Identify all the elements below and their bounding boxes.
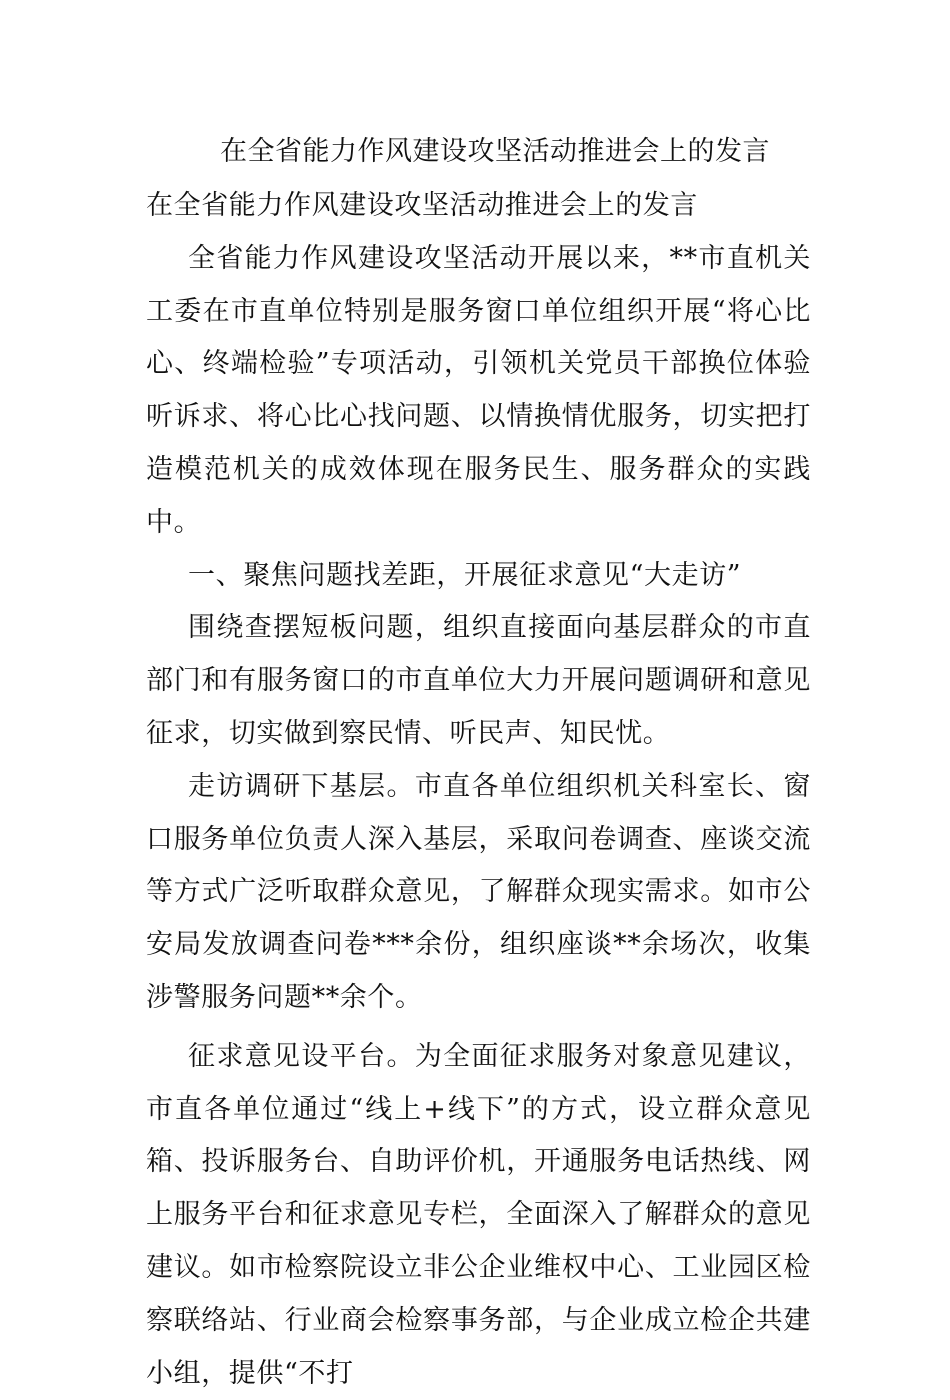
- section-heading-1: 一、聚焦问题找差距，开展征求意见“大走访”: [188, 559, 742, 591]
- document-title: 在全省能力作风建设攻坚活动推进会上的发言: [220, 136, 770, 167]
- paragraph-intro: 全省能力作风建设攻坚活动开展以来，**市直机关工委在市直单位特别是服务窗口单位组织开展“将心比心、终端检验”专项活动，引领机关党员干部换位体验听诉求、将心比心找问题、以情换情优服务，切实把打造模范机关的成效体现在服务民生、服务群众的实践中。: [146, 242, 811, 538]
- paragraph-feedback-platform: 征求意见设平台。为全面征求服务对象意见建议，市直各单位通过“线上+线下”的方式，设立群众意见箱、投诉服务台、自助评价机，开通服务电话热线、网上服务平台和征求意见专栏，全面深入了解群众的意见建议。如市检察院设立非公企业维权中心、工业园区检察联络站、行业商会检察事务部，与企业成立检企共建小组，提供“不打: [146, 1040, 811, 1389]
- paragraph-visit-research: 走访调研下基层。市直各单位组织机关科室长、窗口服务单位负责人深入基层，采取问卷调查、座谈交流等方式广泛听取群众意见，了解群众现实需求。如市公安局发放调查问卷***余份，组织座谈**余场次，收集涉警服务问题**余个。: [146, 770, 811, 1013]
- document-body: [146, 180, 811, 1400]
- document-subtitle: 在全省能力作风建设攻坚活动推进会上的发言: [146, 190, 698, 221]
- paragraph-section-1: 围绕查摆短板问题，组织直接面向基层群众的市直部门和有服务窗口的市直单位大力开展问题调研和意见征求，切实做到察民情、听民声、知民忧。: [146, 612, 811, 749]
